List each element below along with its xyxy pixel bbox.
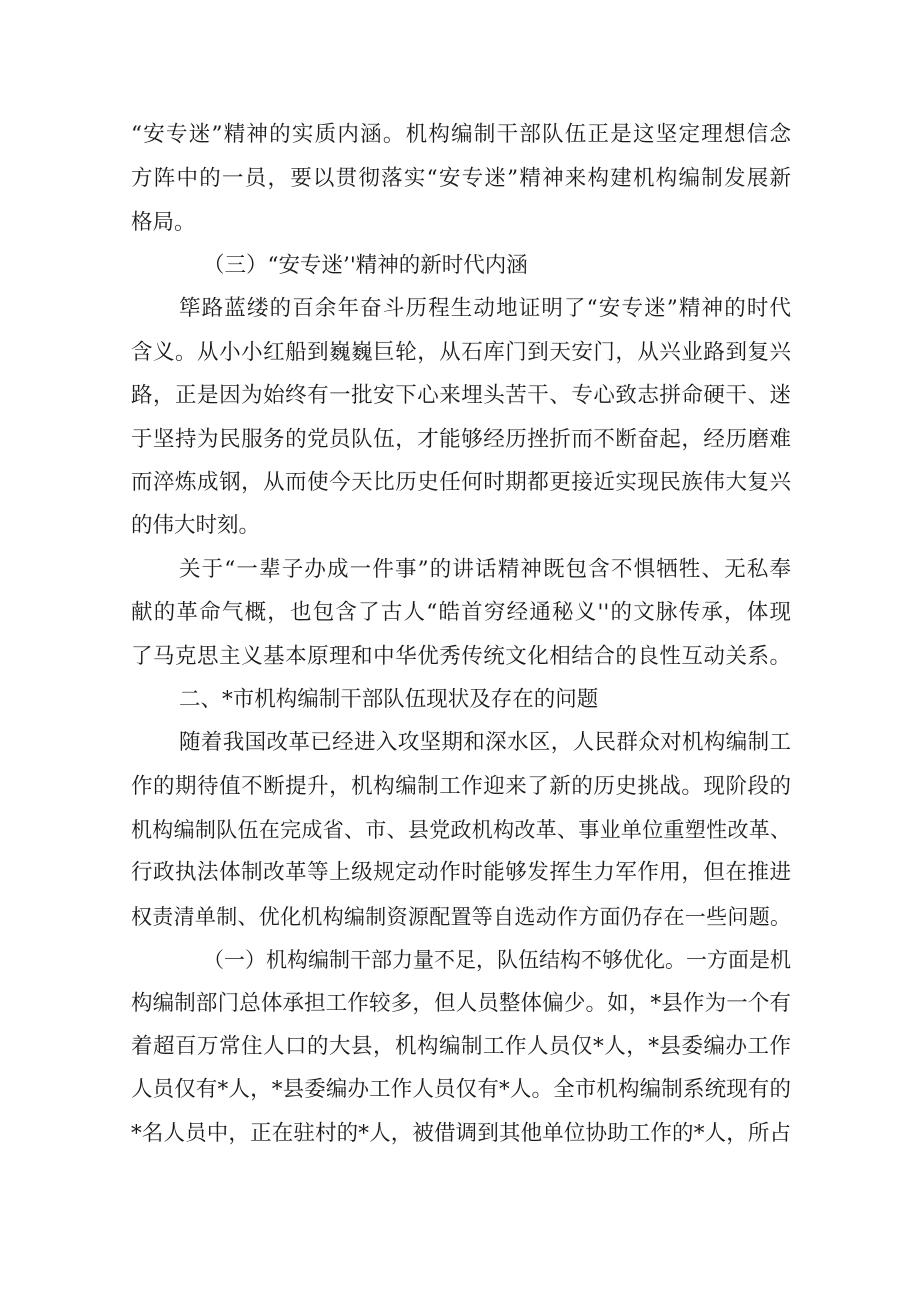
paragraph-line: 筚路蓝缕的百余年奋斗历程生动地证明了“安专迷”精神的时代 <box>179 296 791 321</box>
paragraph-line: 随着我国改革已经进入攻坚期和深水区，人民群众对机构编制工 <box>179 730 791 755</box>
paragraph-line: 构编制部门总体承担工作较多，但人员整体偏少。如，*县作为一个有 <box>131 991 791 1016</box>
section-subheading: （三）“安专迷’'精神的新时代内涵 <box>203 253 528 278</box>
paragraph-line: “安专迷”精神的实质内涵。机构编制干部队伍正是这坚定理想信念 <box>131 122 791 147</box>
paragraph-line: 权责清单制、优化机构编制资源配置等自选动作方面仍存在一些问题。 <box>131 905 791 929</box>
paragraph-line: 于坚持为民服务的党员队伍，才能够经历挫折而不断奋起，经历磨难 <box>131 427 791 452</box>
paragraph-line: 机构编制队伍在完成省、市、县党政机构改革、事业单位重塑性改革、 <box>131 818 791 842</box>
paragraph-line: 了马克思主义基本原理和中华优秀传统文化相结合的良性互动关系。 <box>131 644 791 669</box>
paragraph-line: 而淬炼成钢，从而使今天比历史任何时期都更接近实现民族伟大复兴 <box>131 470 791 495</box>
paragraph-line: 献的革命气概，也包含了古人“皓首穷经通秘义''的文脉传承，体现 <box>131 600 791 625</box>
paragraph-line: 含义。从小小红船到巍巍巨轮，从石库门到天安门，从兴业路到复兴 <box>131 340 791 365</box>
paragraph-line: 人员仅有*人，*县委编办工作人员仅有*人。全市机构编制系统现有的 <box>131 1077 791 1102</box>
paragraph-line: 行政执法体制改革等上级规定动作时能够发挥生力军作用，但在推进 <box>131 860 791 885</box>
paragraph-line: 格局。 <box>131 210 196 235</box>
paragraph-line: 作的期待值不断提升，机构编制工作迎来了新的历史挑战。现阶段的 <box>131 774 791 799</box>
paragraph-line: 着超百万常住人口的大县，机构编制工作人员仅*人，*县委编办工作 <box>131 1034 791 1059</box>
paragraph-line: （一）机构编制干部力量不足，队伍结构不够优化。一方面是机 <box>203 948 791 972</box>
paragraph-line: 路，正是因为始终有一批安下心来埋头苦干、专心致志拼命硬干、迷 <box>131 383 791 408</box>
paragraph-line: *名人员中，正在驻村的*人，被借调到其他单位协助工作的*人，所占 <box>131 1121 791 1146</box>
section-heading: 二、*市机构编制干部队伍现状及存在的问题 <box>179 687 599 712</box>
paragraph-line: 方阵中的一员，要以贯彻落实“安专迷”精神来构建机构编制发展新 <box>131 166 791 191</box>
paragraph-line: 的伟大时刻。 <box>131 513 261 538</box>
paragraph-line: 关于“一辈子办成一件事”的讲话精神既包含不惧牺牲、无私奉 <box>179 557 791 582</box>
